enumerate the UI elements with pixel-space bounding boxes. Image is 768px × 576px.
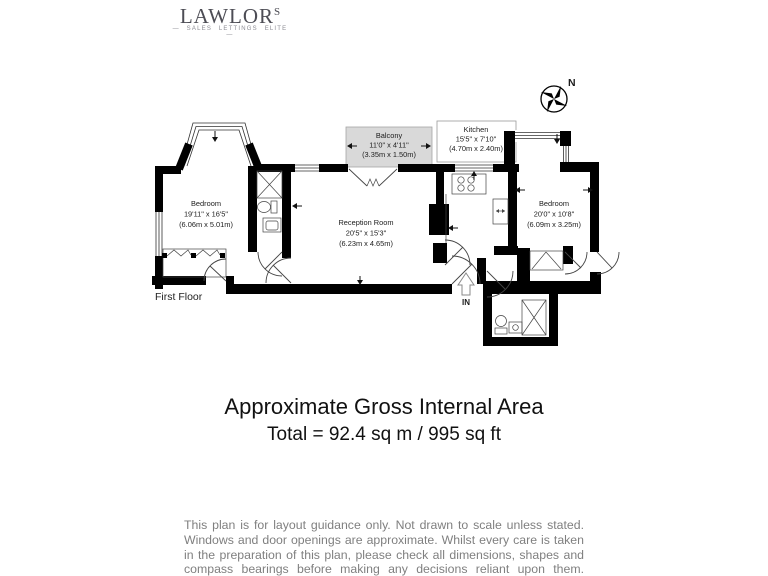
disclaimer-line-2: Windows and door openings are approximate. Whilst every care is taken [184,532,584,547]
bedroom-1-name: Bedroom [191,199,221,208]
bedroom-2-name: Bedroom [539,199,569,208]
reception-imperial: 20'5" x 15'3" [345,228,387,238]
disclaimer [184,518,584,576]
area-summary-total: Total = 92.4 sq m / 995 sq ft [267,424,501,445]
balcony-imperial: 11'0" x 4'11" [369,140,409,150]
reception-metric: (6.23m x 4.65m) [339,239,393,248]
bedroom-2-imperial: 20'0" x 10'8" [533,209,575,219]
room-label-bedroom-2 [527,199,581,229]
basin-2-icon [509,322,522,333]
toilet-2-icon [495,316,507,335]
entrance-arrow-icon [458,273,474,295]
basin-icon [263,218,281,232]
kitchen-imperial: 15'5" x 7'10" [455,134,497,144]
bedroom-1-metric: (6.06m x 5.01m) [179,220,233,229]
reception-name: Reception Room [338,218,394,227]
balcony-metric: (3.35m x 1.50m) [362,150,416,159]
hob-icon [452,174,486,194]
brand-name-text: LAWLOR [179,4,274,28]
toilet-icon [258,201,278,213]
area-summary-title: Approximate Gross Internal Area [224,394,544,419]
floor-label: First Floor [155,291,203,303]
disclaimer-line-3: in the preparation of this plan, please check all dimensions, shapes and [184,547,584,562]
room-label-reception [338,218,393,248]
kitchen-metric: (4.70m x 2.40m) [449,144,503,153]
brand-superscript: S [274,6,281,18]
brand-tagline: — SALES LETTINGS ELITE — [172,26,288,38]
disclaimer-line-4: compass bearings before making any decisions reliant upon them. [184,562,584,576]
fridge-icon [493,199,508,224]
room-label-bedroom-1 [179,199,233,229]
entrance-label: IN [462,298,470,307]
compass-north-label: N [568,77,576,89]
compass-icon [534,77,576,119]
shower-icon [257,171,282,198]
disclaimer-line-1: This plan is for layout guidance only. Not drawn to scale unless stated. [184,518,584,532]
bath-icon [522,300,546,335]
closet-icon [530,251,563,270]
bedroom-2-metric: (6.09m x 3.25m) [527,220,581,229]
kitchen-name: Kitchen [463,125,489,134]
wardrobe-icon [162,249,226,277]
balcony-name: Balcony [375,131,403,140]
bedroom-1-imperial: 19'11" x 16'5" [183,209,229,219]
